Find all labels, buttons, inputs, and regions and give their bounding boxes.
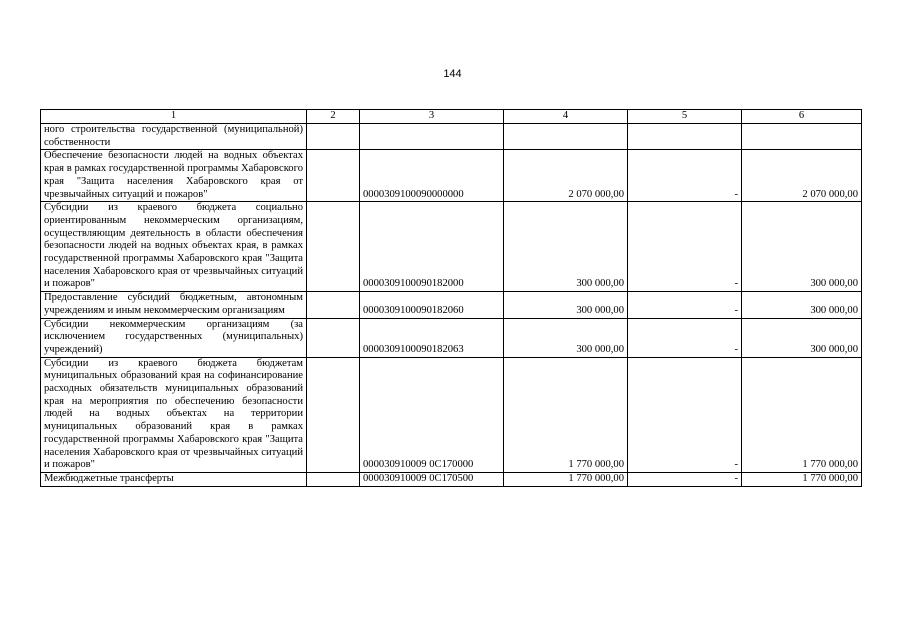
row-code: 0000309100090182063: [360, 318, 504, 357]
row-plan: 300 000,00: [504, 202, 628, 292]
row-code: 0000309100090182000: [360, 202, 504, 292]
table-row: [41, 150, 862, 202]
column-header: 1: [41, 110, 307, 124]
row-total: 2 070 000,00: [742, 150, 862, 202]
row-plan: 1 770 000,00: [504, 357, 628, 472]
table-row: [41, 202, 862, 292]
row-total: 300 000,00: [742, 292, 862, 318]
table-row: [41, 292, 862, 318]
column-header: 4: [504, 110, 628, 124]
row-change: [628, 124, 742, 150]
row-description: Субсидии из краевого бюджета бюджетам муниципальных образований края на софинансирование расходных обязательств муниципальных образований края на мероприятия по обеспечению безопасности людей на водных объектах на территории муниципальных образований края в рамках государственной программы Хабаровского края "Защита населения Хабаровского края от чрезвычайных ситуаций и пожаров": [41, 357, 307, 472]
row-grbs: [307, 202, 360, 292]
row-plan: 2 070 000,00: [504, 150, 628, 202]
row-change: -: [628, 318, 742, 357]
budget-table: [40, 109, 862, 487]
row-total: 300 000,00: [742, 318, 862, 357]
row-grbs: [307, 318, 360, 357]
table-row: [41, 124, 862, 150]
row-code: 000030910009 0С170000: [360, 357, 504, 472]
table-row: [41, 357, 862, 472]
row-description: Субсидии некоммерческим организациям (за исключением государственных (муниципальных) учреждений): [41, 318, 307, 357]
column-header: 5: [628, 110, 742, 124]
column-header: 2: [307, 110, 360, 124]
row-total: 300 000,00: [742, 202, 862, 292]
row-grbs: [307, 357, 360, 472]
page-number: 144: [443, 68, 462, 80]
row-grbs: [307, 472, 360, 486]
table-row: [41, 472, 862, 486]
row-change: -: [628, 150, 742, 202]
row-total: 1 770 000,00: [742, 472, 862, 486]
row-description: Предоставление субсидий бюджетным, автономным учреждениям и иным некоммерческим организациям: [41, 292, 307, 318]
row-code: 0000309100090182060: [360, 292, 504, 318]
row-total: [742, 124, 862, 150]
column-header: 6: [742, 110, 862, 124]
row-grbs: [307, 124, 360, 150]
row-change: -: [628, 202, 742, 292]
row-description: Обеспечение безопасности людей на водных объектах края в рамках государственной программы Хабаровского края "Защита населения Хабаровского края от чрезвычайных ситуаций и пожаров": [41, 150, 307, 202]
row-code: [360, 124, 504, 150]
row-code: 000030910009 0С170500: [360, 472, 504, 486]
row-change: -: [628, 472, 742, 486]
row-grbs: [307, 292, 360, 318]
table-row: [41, 318, 862, 357]
row-plan: 1 770 000,00: [504, 472, 628, 486]
row-plan: 300 000,00: [504, 292, 628, 318]
row-code: 0000309100090000000: [360, 150, 504, 202]
row-change: -: [628, 292, 742, 318]
header-row: [41, 110, 862, 124]
column-header: 3: [360, 110, 504, 124]
row-description: ного строительства государственной (муниципальной) собственности: [41, 124, 307, 150]
row-total: 1 770 000,00: [742, 357, 862, 472]
row-change: -: [628, 357, 742, 472]
row-description: Субсидии из краевого бюджета социально ориентированным некоммерческим организациям, осуществляющим деятельность в области обеспечения безопасности людей на водных объектах края, в рамках государственной программы Хабаровского края "Защита населения Хабаровского края от чрезвычайных ситуаций и пожаров": [41, 202, 307, 292]
row-plan: 300 000,00: [504, 318, 628, 357]
row-description: Межбюджетные трансферты: [41, 472, 307, 486]
row-grbs: [307, 150, 360, 202]
row-plan: [504, 124, 628, 150]
